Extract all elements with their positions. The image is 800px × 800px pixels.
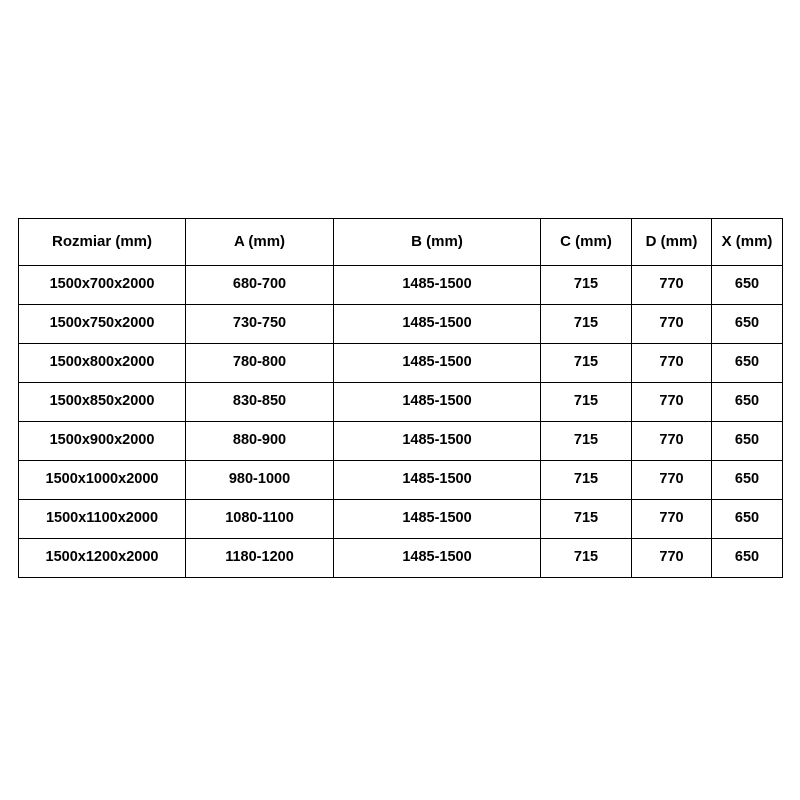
cell-d: 770 — [632, 539, 712, 578]
cell-b: 1485-1500 — [334, 500, 541, 539]
cell-c: 715 — [541, 539, 632, 578]
cell-rozmiar: 1500x850x2000 — [19, 383, 186, 422]
size-table — [18, 218, 783, 578]
cell-c: 715 — [541, 383, 632, 422]
table-row — [19, 461, 783, 500]
cell-d: 770 — [632, 461, 712, 500]
column-header-rozmiar: Rozmiar (mm) — [19, 219, 186, 266]
cell-d: 770 — [632, 305, 712, 344]
cell-a: 780-800 — [186, 344, 334, 383]
cell-b: 1485-1500 — [334, 422, 541, 461]
table-row — [19, 266, 783, 305]
table-body — [19, 266, 783, 578]
cell-d: 770 — [632, 266, 712, 305]
cell-d: 770 — [632, 500, 712, 539]
cell-b: 1485-1500 — [334, 461, 541, 500]
column-header-x: X (mm) — [712, 219, 783, 266]
cell-c: 715 — [541, 305, 632, 344]
cell-rozmiar: 1500x750x2000 — [19, 305, 186, 344]
column-header-c: C (mm) — [541, 219, 632, 266]
cell-b: 1485-1500 — [334, 266, 541, 305]
cell-b: 1485-1500 — [334, 539, 541, 578]
cell-b: 1485-1500 — [334, 305, 541, 344]
cell-a: 1080-1100 — [186, 500, 334, 539]
cell-d: 770 — [632, 344, 712, 383]
cell-a: 1180-1200 — [186, 539, 334, 578]
cell-x: 650 — [712, 305, 783, 344]
cell-a: 880-900 — [186, 422, 334, 461]
cell-rozmiar: 1500x800x2000 — [19, 344, 186, 383]
size-table-container — [18, 218, 782, 578]
cell-c: 715 — [541, 500, 632, 539]
cell-a: 730-750 — [186, 305, 334, 344]
cell-a: 830-850 — [186, 383, 334, 422]
table-header — [19, 219, 783, 266]
column-header-a: A (mm) — [186, 219, 334, 266]
table-row — [19, 500, 783, 539]
cell-rozmiar: 1500x1000x2000 — [19, 461, 186, 500]
cell-b: 1485-1500 — [334, 383, 541, 422]
cell-d: 770 — [632, 383, 712, 422]
table-row — [19, 539, 783, 578]
cell-a: 680-700 — [186, 266, 334, 305]
cell-x: 650 — [712, 344, 783, 383]
cell-c: 715 — [541, 461, 632, 500]
table-header-row — [19, 219, 783, 266]
cell-d: 770 — [632, 422, 712, 461]
cell-x: 650 — [712, 539, 783, 578]
cell-x: 650 — [712, 500, 783, 539]
table-row — [19, 305, 783, 344]
cell-a: 980-1000 — [186, 461, 334, 500]
cell-rozmiar: 1500x900x2000 — [19, 422, 186, 461]
cell-c: 715 — [541, 344, 632, 383]
cell-rozmiar: 1500x1100x2000 — [19, 500, 186, 539]
column-header-b: B (mm) — [334, 219, 541, 266]
cell-rozmiar: 1500x1200x2000 — [19, 539, 186, 578]
cell-rozmiar: 1500x700x2000 — [19, 266, 186, 305]
table-row — [19, 422, 783, 461]
table-row — [19, 383, 783, 422]
cell-c: 715 — [541, 422, 632, 461]
cell-b: 1485-1500 — [334, 344, 541, 383]
cell-x: 650 — [712, 383, 783, 422]
cell-x: 650 — [712, 461, 783, 500]
column-header-d: D (mm) — [632, 219, 712, 266]
table-row — [19, 344, 783, 383]
cell-x: 650 — [712, 266, 783, 305]
cell-c: 715 — [541, 266, 632, 305]
cell-x: 650 — [712, 422, 783, 461]
